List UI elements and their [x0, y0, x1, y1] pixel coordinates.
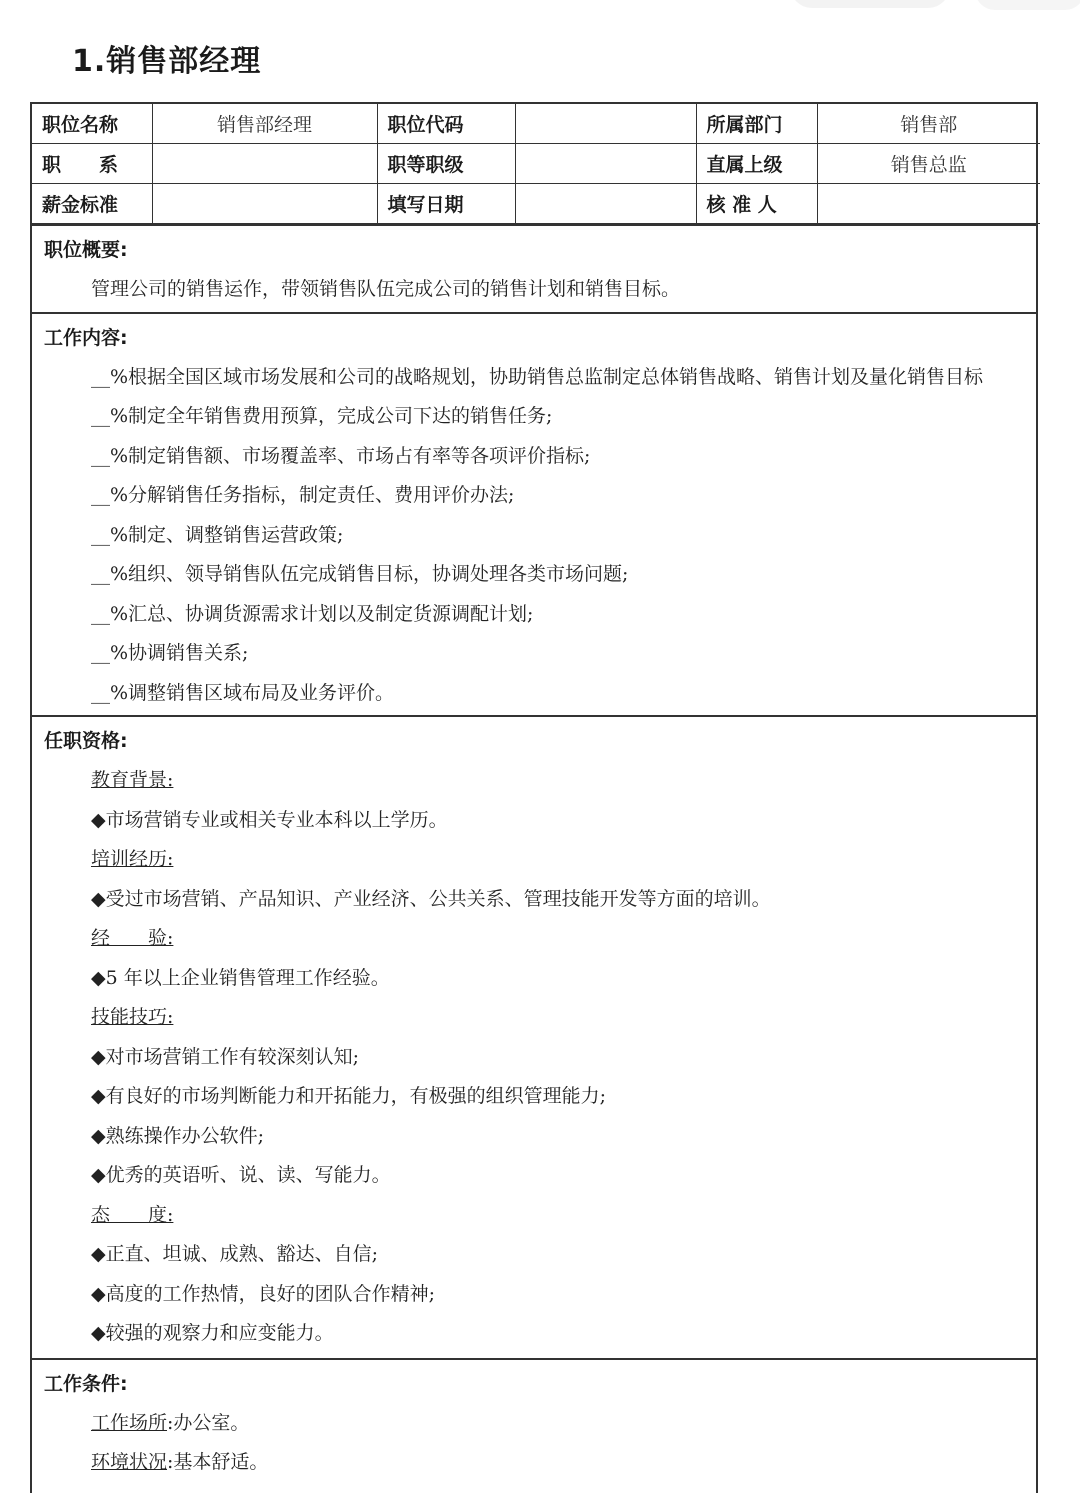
experience-label: 经 验: [91, 927, 174, 949]
environment-value: :基本舒适。 [167, 1451, 269, 1473]
work-content-section [32, 312, 1036, 716]
value-job-series [152, 144, 377, 184]
experience-list [44, 959, 1024, 999]
skills-label: 技能技巧: [91, 1006, 174, 1028]
education-list [44, 801, 1024, 841]
document-title: 1.销售部经理 [72, 44, 262, 79]
label-position-name: 职位名称 [32, 104, 152, 144]
work-content-item: __%制定销售额、市场覆盖率、市场占有率等各项评价指标; [91, 444, 591, 467]
value-salary-standard [152, 184, 377, 224]
experience-item: ◆5 年以上企业销售管理工作经验。 [91, 966, 390, 989]
value-grade-level [515, 144, 696, 184]
position-info-table [32, 104, 1040, 224]
summary-section [32, 224, 1036, 312]
info-row [32, 104, 1040, 144]
value-approver [817, 184, 1040, 224]
training-list [44, 880, 1024, 920]
education-item: ◆市场营销专业或相关专业本科以上学历。 [91, 808, 448, 831]
work-place-value: :办公室。 [167, 1411, 250, 1434]
work-content-item: __%分解销售任务指标，制定责任、费用评价办法; [91, 484, 515, 506]
attitude-label: 态 度: [91, 1203, 174, 1226]
info-row [32, 144, 1040, 184]
summary-text: 管理公司的销售运作，带领销售队伍完成公司的销售计划和销售目标。 [91, 278, 681, 300]
value-position-name: 销售部经理 [152, 104, 377, 144]
label-position-code: 职位代码 [377, 104, 515, 144]
work-content-item: __%制定、调整销售运营政策; [91, 523, 344, 546]
value-position-code [515, 104, 696, 144]
skill-item: ◆熟练操作办公软件; [91, 1124, 265, 1147]
qualification-section [32, 715, 1036, 1358]
label-approver: 核 准 人 [696, 184, 817, 224]
training-item: ◆受过市场营销、产品知识、产业经济、公共关系、管理技能开发等方面的培训。 [91, 887, 771, 910]
job-description-sheet [30, 102, 1038, 1493]
label-grade-level: 职等职级 [377, 144, 515, 184]
label-direct-superior: 直属上级 [696, 144, 817, 184]
work-content-item: __%汇总、协调货源需求计划以及制定货源调配计划; [91, 602, 534, 625]
education-label: 教育背景: [91, 769, 174, 791]
work-content-item: __%协调销售关系; [91, 642, 249, 664]
value-direct-superior: 销售总监 [817, 144, 1040, 184]
work-conditions-section [32, 1358, 1036, 1493]
work-content-item: __%组织、领导销售队伍完成销售目标，协调处理各类市场问题; [91, 563, 629, 585]
value-fill-date [515, 184, 696, 224]
skill-item: ◆有良好的市场判断能力和开拓能力，有极强的组织管理能力; [91, 1085, 607, 1107]
work-place-label: 工作场所 [91, 1411, 168, 1434]
skills-list [44, 1038, 1024, 1196]
attitude-item: ◆高度的工作热情，良好的团队合作精神; [91, 1282, 436, 1305]
attitude-list [44, 1235, 1024, 1354]
work-content-list [44, 358, 1024, 714]
label-department: 所属部门 [696, 104, 817, 144]
work-place-line [44, 1404, 1024, 1444]
label-job-series: 职 系 [32, 144, 152, 184]
work-content-title: 工作内容: [44, 326, 128, 349]
work-conditions-title: 工作条件: [44, 1372, 128, 1395]
environment-label: 环境状况 [91, 1451, 168, 1473]
work-content-item: __%制定全年销售费用预算，完成公司下达的销售任务; [91, 405, 553, 427]
skill-item: ◆优秀的英语听、说、读、写能力。 [91, 1164, 391, 1186]
label-fill-date: 填写日期 [377, 184, 515, 224]
skill-item: ◆对市场营销工作有较深刻认知; [91, 1045, 360, 1068]
top-decoration [790, 0, 950, 8]
label-salary-standard: 薪金标准 [32, 184, 152, 224]
summary-title: 职位概要: [44, 239, 128, 261]
attitude-item: ◆正直、坦诚、成熟、豁达、自信; [91, 1243, 379, 1265]
top-decoration-2 [975, 0, 1080, 10]
info-row [32, 184, 1040, 224]
attitude-item: ◆较强的观察力和应变能力。 [91, 1322, 334, 1344]
work-content-item: __%调整销售区域布局及业务评价。 [91, 681, 395, 704]
value-department: 销售部 [817, 104, 1040, 144]
qualification-title: 任职资格: [44, 730, 128, 752]
environment-line [44, 1443, 1024, 1483]
work-content-item: __%根据全国区域市场发展和公司的战略规划，协助销售总监制定总体销售战略、销售计划及量化销售目标 [91, 365, 984, 388]
training-label: 培训经历: [91, 848, 174, 870]
